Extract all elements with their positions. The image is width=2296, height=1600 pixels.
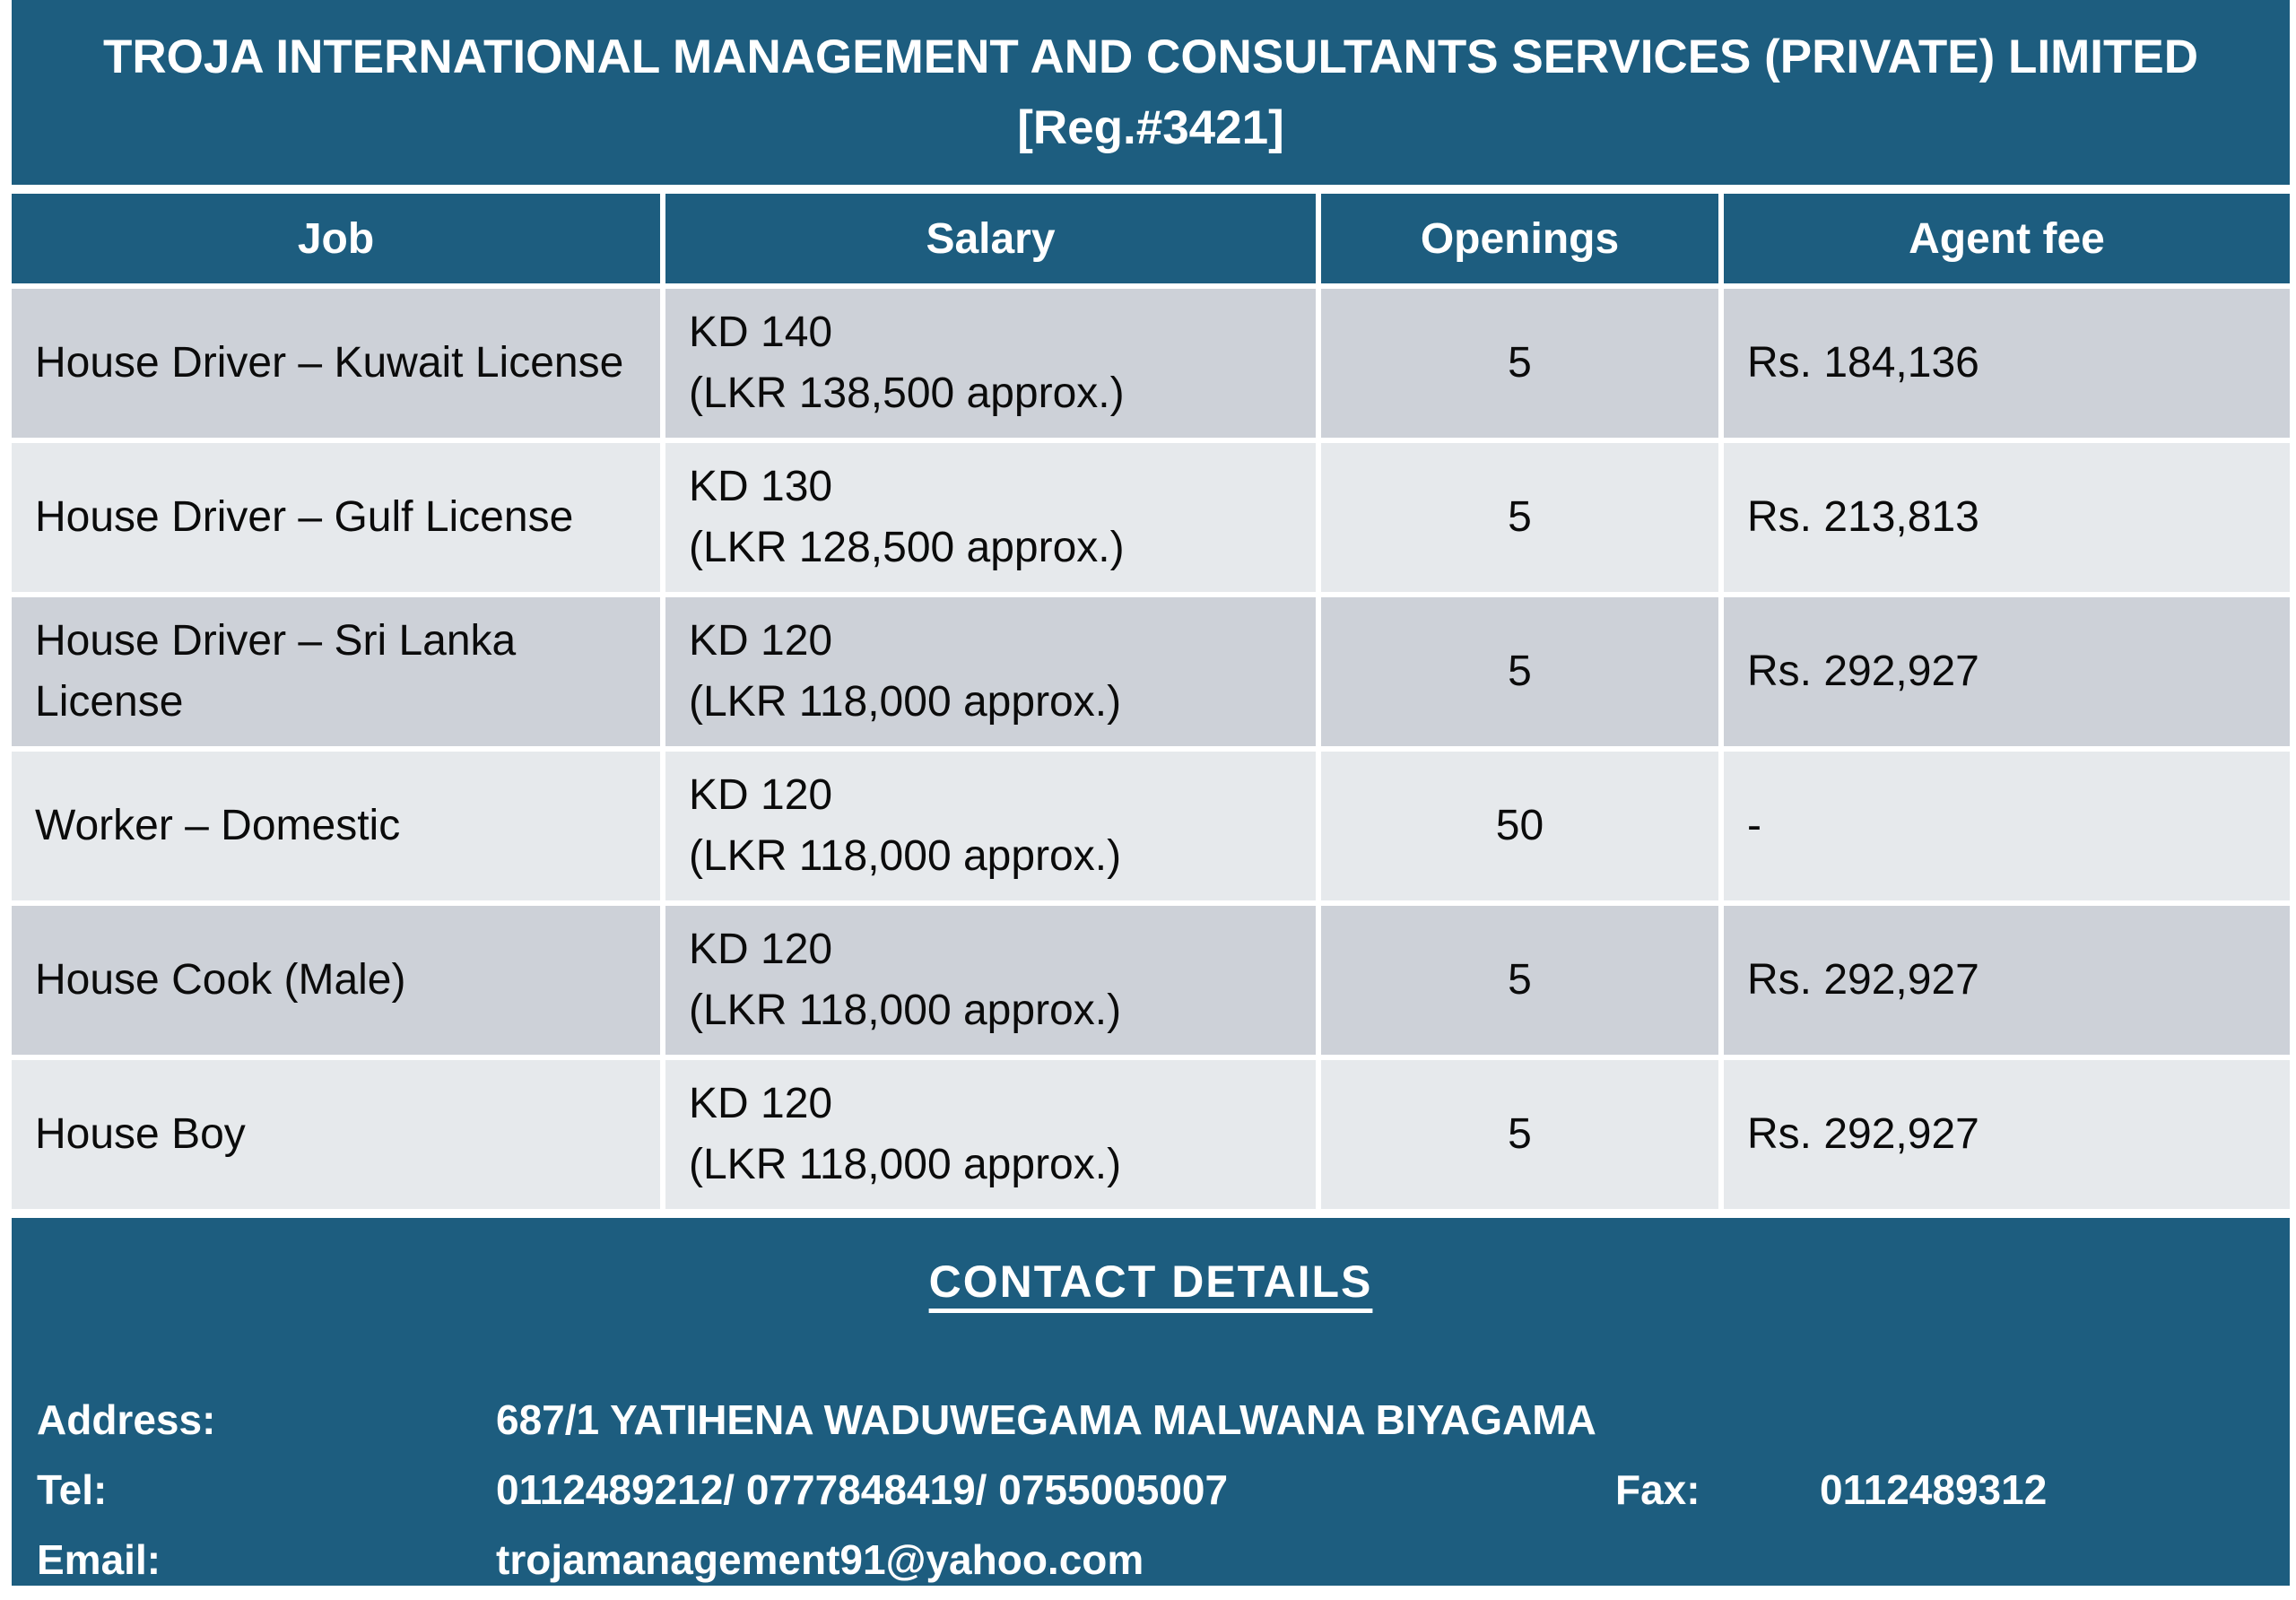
salary-cell — [665, 289, 1316, 438]
column-header-agent-fee: Agent fee — [1724, 194, 2290, 283]
salary-cell — [665, 906, 1316, 1055]
agent-fee-cell: Rs. 292,927 — [1724, 597, 2290, 746]
contact-lines — [12, 1396, 2290, 1584]
title-band — [12, 0, 2290, 185]
openings-cell: 5 — [1321, 597, 1718, 746]
salary-kd: KD 120 — [689, 1079, 833, 1127]
job-cell: House Driver – Kuwait License — [12, 289, 660, 438]
salary-lkr: (LKR 118,000 approx.) — [689, 987, 1122, 1034]
email-value: trojamanagement91@yahoo.com — [496, 1536, 1144, 1583]
job-vacancy-flyer — [12, 0, 2290, 1586]
column-header-job: Job — [12, 194, 660, 283]
job-cell: House Driver – Sri Lanka License — [12, 597, 660, 746]
fax-label: Fax: — [1615, 1466, 1700, 1513]
tel-value: 0112489212/ 0777848419/ 0755005007 — [496, 1466, 1229, 1513]
job-cell: House Boy — [12, 1060, 660, 1209]
contact-heading: CONTACT DETAILS — [928, 1257, 1373, 1307]
salary-cell — [665, 443, 1316, 592]
address-label: Address: — [37, 1396, 216, 1443]
address-value: 687/1 YATIHENA WADUWEGAMA MALWANA BIYAGAMA — [496, 1396, 1596, 1443]
contact-section — [12, 1218, 2290, 1586]
column-header-openings: Openings — [1321, 194, 1718, 283]
contact-row-address — [37, 1396, 2265, 1444]
agent-fee-cell: Rs. 292,927 — [1724, 906, 2290, 1055]
column-header-salary: Salary — [665, 194, 1316, 283]
openings-cell: 5 — [1321, 443, 1718, 592]
salary-cell — [665, 1060, 1316, 1209]
salary-kd: KD 120 — [689, 925, 833, 973]
salary-lkr: (LKR 118,000 approx.) — [689, 678, 1122, 726]
job-cell: Worker – Domestic — [12, 752, 660, 900]
agent-fee-cell: Rs. 184,136 — [1724, 289, 2290, 438]
agent-fee-cell: Rs. 292,927 — [1724, 1060, 2290, 1209]
openings-cell: 5 — [1321, 1060, 1718, 1209]
salary-lkr: (LKR 138,500 approx.) — [689, 370, 1125, 417]
salary-kd: KD 120 — [689, 616, 833, 665]
openings-cell: 5 — [1321, 289, 1718, 438]
tel-label: Tel: — [37, 1466, 108, 1513]
openings-cell: 50 — [1321, 752, 1718, 900]
contact-row-tel-fax — [37, 1465, 2265, 1514]
openings-cell: 5 — [1321, 906, 1718, 1055]
salary-kd: KD 140 — [689, 308, 833, 356]
registration-number: [Reg.#3421] — [1017, 101, 1284, 154]
salary-kd: KD 130 — [689, 462, 833, 510]
salary-lkr: (LKR 128,500 approx.) — [689, 524, 1125, 571]
job-cell: House Driver – Gulf License — [12, 443, 660, 592]
salary-cell — [665, 597, 1316, 746]
agent-fee-cell: Rs. 213,813 — [1724, 443, 2290, 592]
jobs-table — [12, 194, 2290, 1209]
fax-value: 0112489312 — [1820, 1466, 2048, 1513]
company-name: TROJA INTERNATIONAL MANAGEMENT AND CONSULTANTS SERVICES (PRIVATE) LIMITED — [103, 30, 2198, 83]
salary-kd: KD 120 — [689, 770, 833, 819]
job-cell: House Cook (Male) — [12, 906, 660, 1055]
email-label: Email: — [37, 1536, 161, 1583]
salary-lkr: (LKR 118,000 approx.) — [689, 1141, 1122, 1188]
salary-lkr: (LKR 118,000 approx.) — [689, 832, 1122, 880]
agent-fee-cell: - — [1724, 752, 2290, 900]
salary-cell — [665, 752, 1316, 900]
contact-row-email — [37, 1535, 2265, 1584]
